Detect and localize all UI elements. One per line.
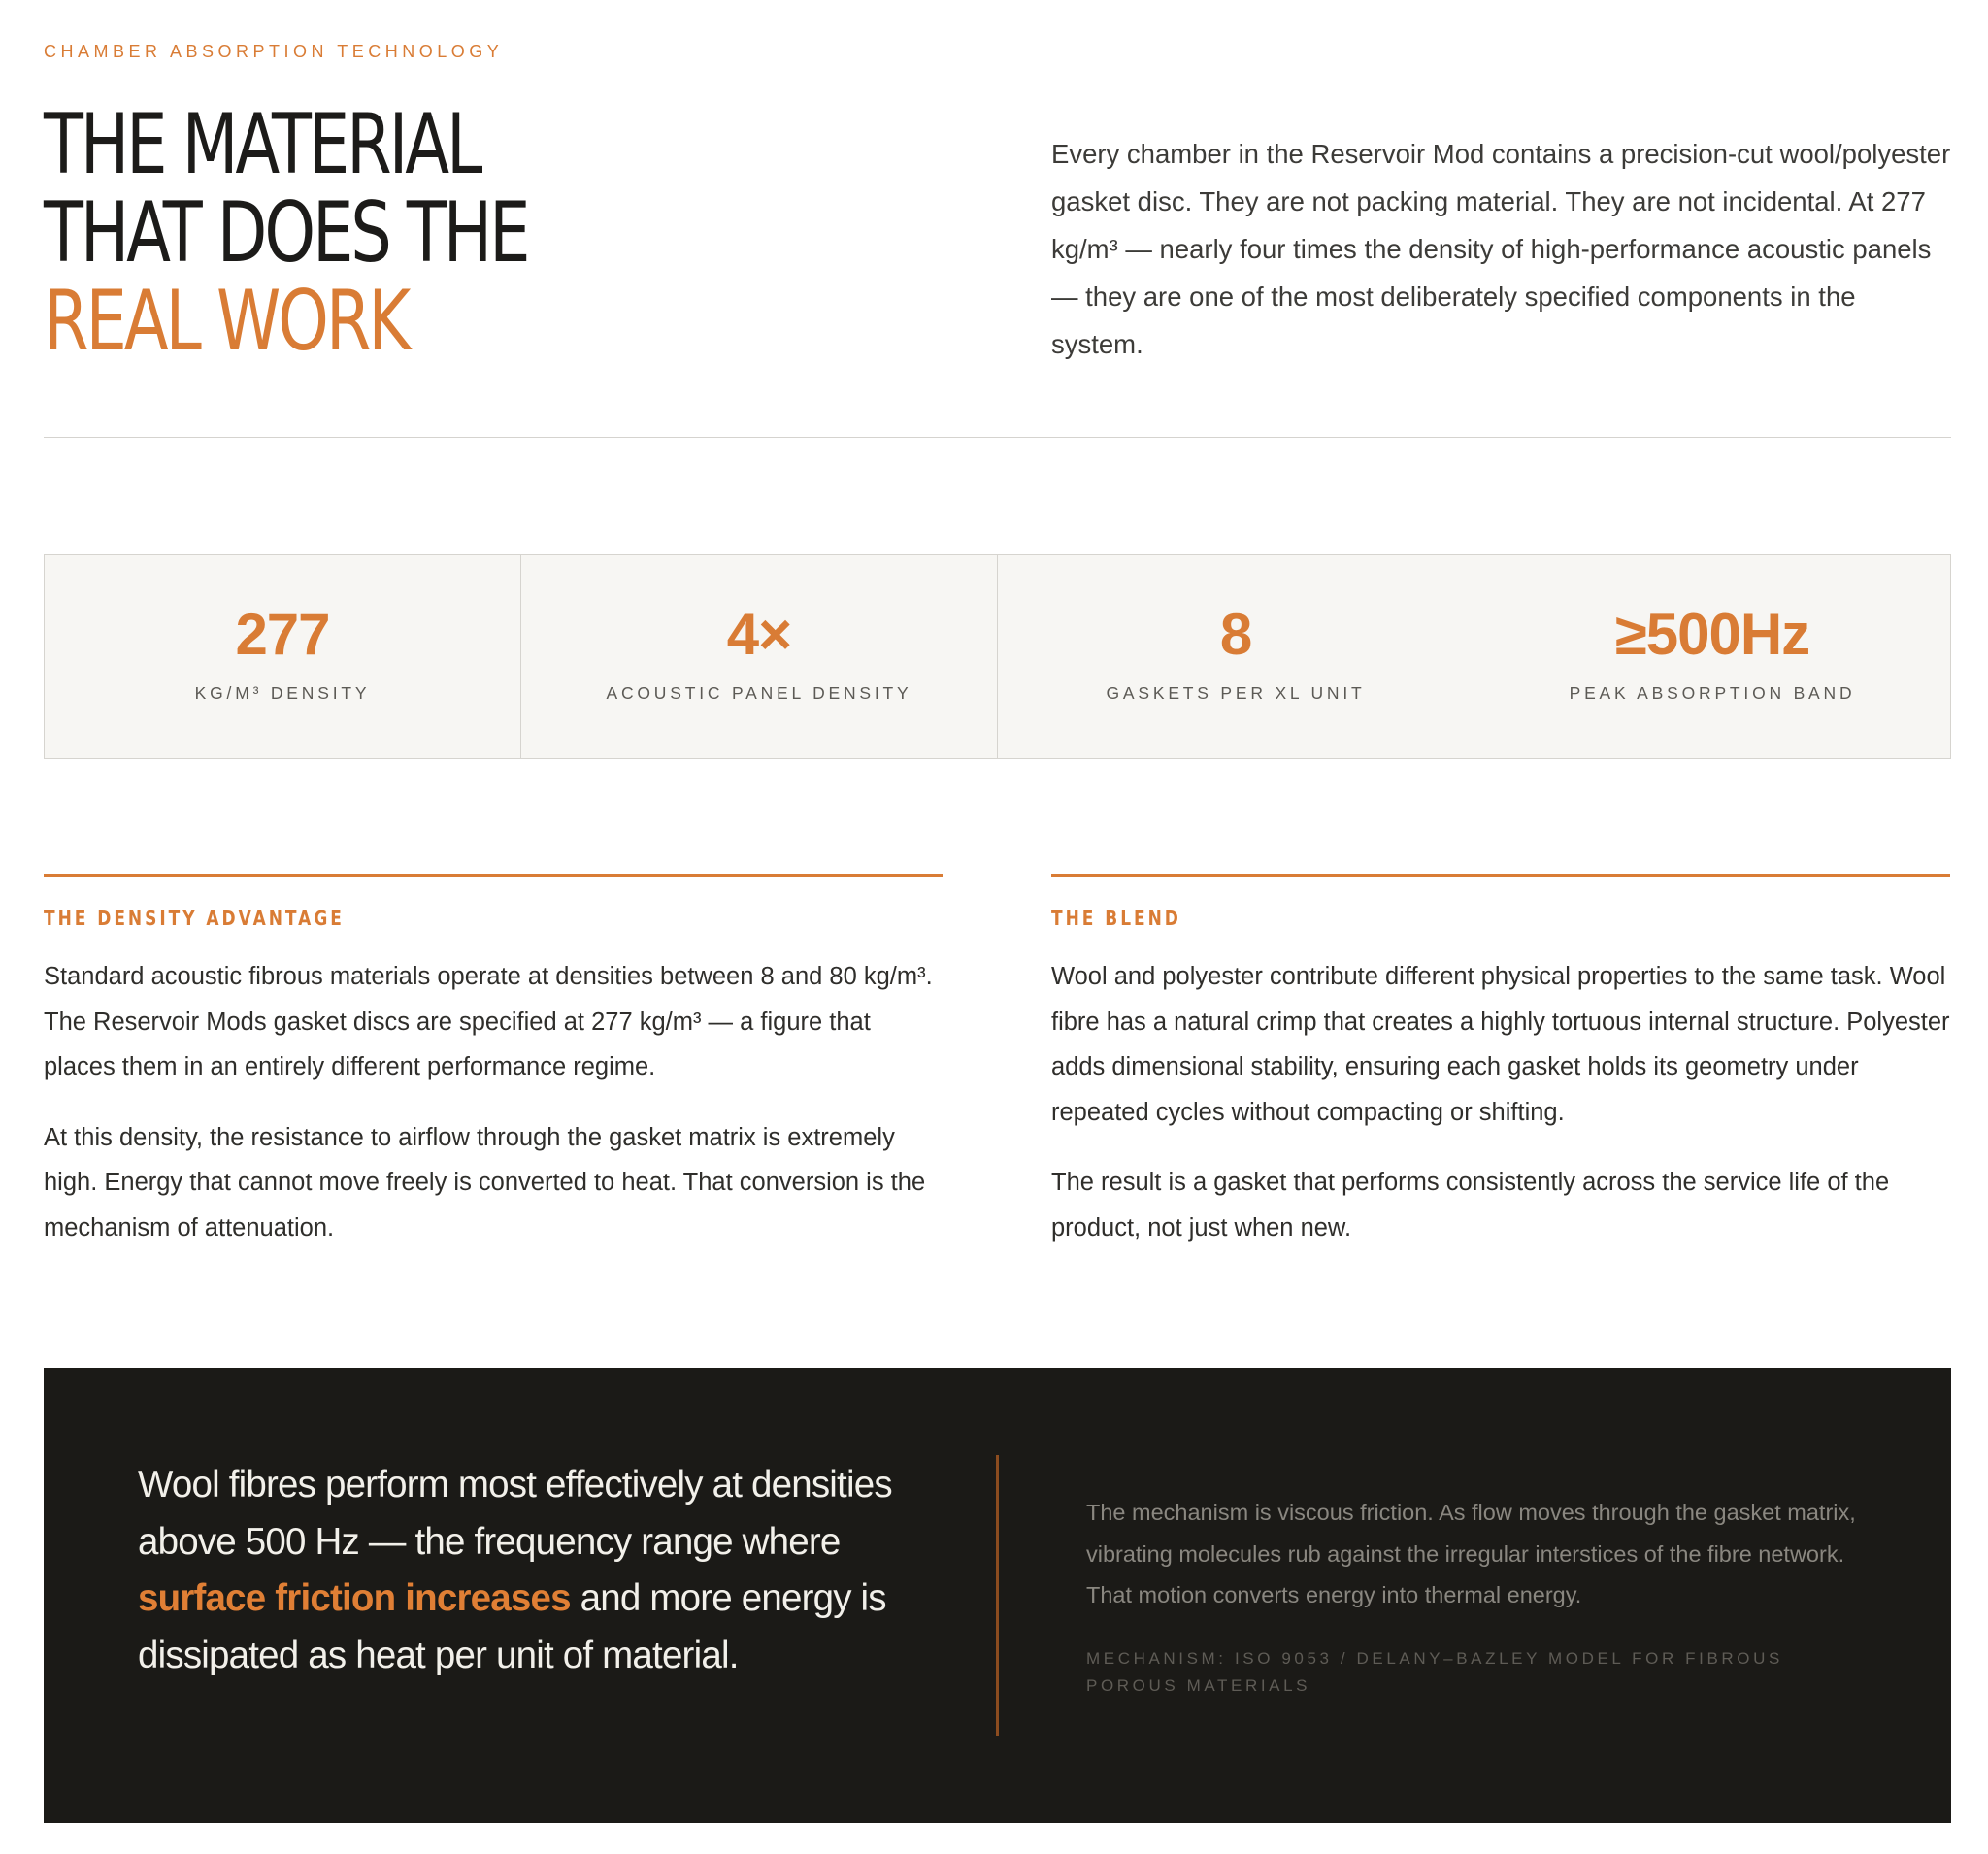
callout-divider: [996, 1455, 999, 1736]
blend-paragraph-1: Wool and polyester contribute different physical properties to the same task. Wool fibre has a natural crimp that creates a highly tortuous internal structure. Polyester adds dimensional stability, ensuring each gasket holds its geometry under repeated cycles without compacting or shifting.: [1051, 963, 1950, 1126]
callout-panel: [44, 1368, 1951, 1823]
stat-panel-density: [521, 555, 998, 758]
stat-value: 8: [1219, 602, 1252, 667]
density-paragraph-2: At this density, the resistance to airflow through the gasket matrix is extremely high. Energy that cannot move freely is converted to heat. That conversion is the mechanism of attenuation.: [44, 1123, 926, 1242]
page-title: [44, 96, 528, 370]
blend-title: THE BLEND: [1051, 907, 1181, 930]
section-divider: [44, 437, 1951, 438]
headline-line-1: THE MATERIAL: [44, 96, 480, 193]
section-eyebrow: CHAMBER ABSORPTION TECHNOLOGY: [44, 42, 504, 61]
mechanism-paragraph: The mechanism is viscous friction. As flow moves through the gasket matrix, vibrating molecules rub against the irregular interstices of the fibre network. That motion converts energy into thermal energy.: [1086, 1500, 1856, 1607]
density-advantage-section: [44, 874, 943, 1250]
stat-value: ≥500Hz: [1614, 602, 1810, 667]
stat-value: 277: [235, 602, 330, 667]
stats-strip: [44, 554, 1951, 759]
stat-label: ACOUSTIC PANEL DENSITY: [606, 683, 912, 703]
stat-label: PEAK ABSORPTION BAND: [1569, 683, 1856, 703]
stat-value: 4×: [726, 602, 792, 667]
stat-label: GASKETS PER XL UNIT: [1106, 683, 1366, 703]
mechanism-reference: MECHANISM: ISO 9053 / DELANY–BAZLEY MODEL FOR FIBROUS POROUS MATERIALS: [1086, 1649, 1783, 1695]
blend-section: [1051, 874, 1950, 1250]
quote-text: Wool fibres perform most effectively at densities above 500 Hz — the frequency range where: [138, 1464, 892, 1563]
accent-rule: [44, 874, 943, 877]
callout-quote: [138, 1457, 934, 1684]
stat-absorption-band: [1474, 555, 1950, 758]
stat-label: KG/M³ DENSITY: [194, 683, 371, 703]
intro-paragraph: Every chamber in the Reservoir Mod contains a precision-cut wool/polyester gasket disc. They are not packing material. They are not incidental. At 277 kg/m³ — nearly four times the density of high-performance acoustic panels — they are one of the most deliberately specified components in the system.: [1051, 139, 1951, 359]
density-paragraph-1: Standard acoustic fibrous materials operate at densities between 8 and 80 kg/m³. The Reservoir Mods gasket discs are specified at 277 kg/m³ — a figure that places them in an entirely different performance regime.: [44, 963, 933, 1080]
stat-gaskets: [998, 555, 1474, 758]
accent-rule: [1051, 874, 1950, 877]
quote-highlight: surface friction increases: [138, 1577, 571, 1619]
density-advantage-title: THE DENSITY ADVANTAGE: [44, 907, 345, 930]
headline-accent: REAL WORK: [44, 273, 409, 370]
quote-text-end: and more energy is dissipated as heat per unit of material.: [138, 1577, 886, 1676]
blend-paragraph-2: The result is a gasket that performs consistently across the service life of the product, not just when new.: [1051, 1169, 1890, 1242]
stat-density: [45, 555, 521, 758]
headline-line-2: THAT DOES THE: [44, 184, 528, 281]
